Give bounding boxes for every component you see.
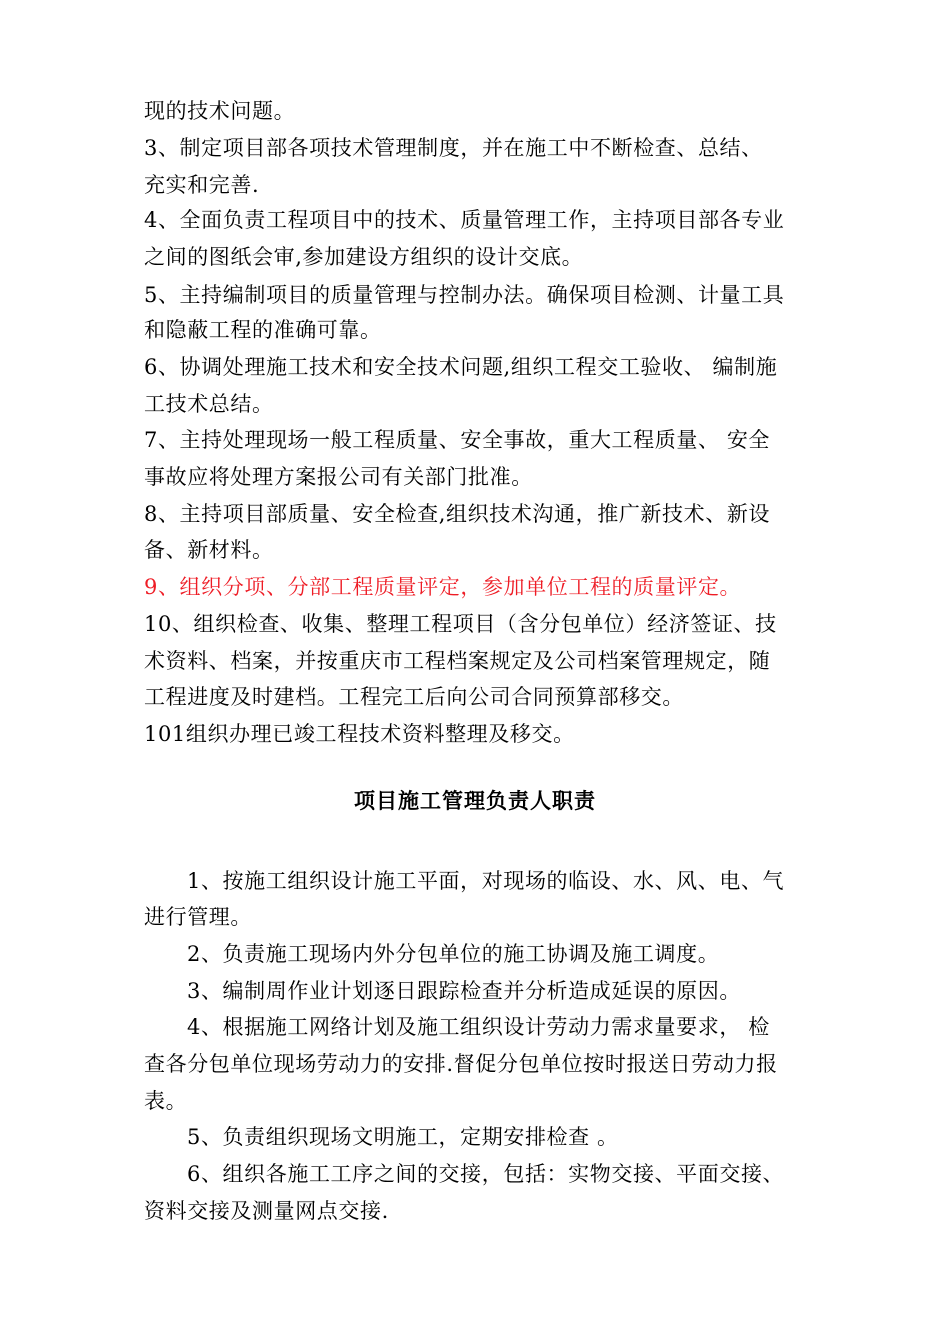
text-line: 和隐蔽工程的准确可靠。 [144,318,382,342]
text-line: 资料交接及测量网点交接. [144,1199,389,1223]
text-line: 5、主持编制项目的质量管理与控制办法。确保项目检测、计量工具 [144,283,785,307]
text-line: 工技术总结。 [144,392,274,416]
section-title: 项目施工管理负责人职责 [354,788,596,813]
text-line: 工程进度及时建档。工程完工后向公司合同预算部移交。 [144,685,684,709]
text-line: 备、新材料。 [144,538,274,562]
text-line: 进行管理。 [144,905,252,929]
text-line: 1、按施工组织设计施工平面，对现场的临设、水、风、电、气 [187,869,785,893]
text-line: 事故应将处理方案报公司有关部门批准。 [144,465,533,489]
text-line: 10、组织检查、收集、整理工程项目（含分包单位）经济签证、技 [144,612,777,636]
text-line: 查各分包单位现场劳动力的安排.督促分包单位按时报送日劳动力报 [144,1052,778,1076]
text-line: 之间的图纸会审,参加建设方组织的设计交底。 [144,245,584,269]
highlighted-text-line: 9、组织分项、分部工程质量评定，参加单位工程的质量评定。 [144,575,742,599]
text-line: 4、根据施工网络计划及施工组织设计劳动力需求量要求， 检 [187,1015,770,1039]
text-line: 7、主持处理现场一般工程质量、安全事故，重大工程质量、 安全 [144,428,771,452]
text-line: 101组织办理已竣工程技术资料整理及移交。 [144,722,575,746]
text-line: 3、编制周作业计划逐日跟踪检查并分析造成延误的原因。 [187,979,741,1003]
text-line: 6、协调处理施工技术和安全技术问题,组织工程交工验收、 编制施 [144,355,778,379]
text-line: 2、负责施工现场内外分包单位的施工协调及施工调度。 [187,942,720,966]
text-line: 8、主持项目部质量、安全检查,组织技术沟通，推广新技术、新设 [144,502,771,526]
text-line: 现的技术问题。 [144,99,296,123]
text-line: 4、全面负责工程项目中的技术、质量管理工作，主持项目部各专业 [144,208,785,232]
text-line: 表。 [144,1089,188,1113]
text-line: 术资料、档案，并按重庆市工程档案规定及公司档案管理规定，随 [144,649,771,673]
text-line: 3、制定项目部各项技术管理制度，并在施工中不断检查、总结、 [144,136,763,160]
text-line: 充实和完善. [144,173,260,197]
text-line: 6、组织各施工工序之间的交接，包括：实物交接、平面交接、 [187,1162,785,1186]
text-line: 5、负责组织现场文明施工，定期安排检查 。 [187,1125,619,1149]
